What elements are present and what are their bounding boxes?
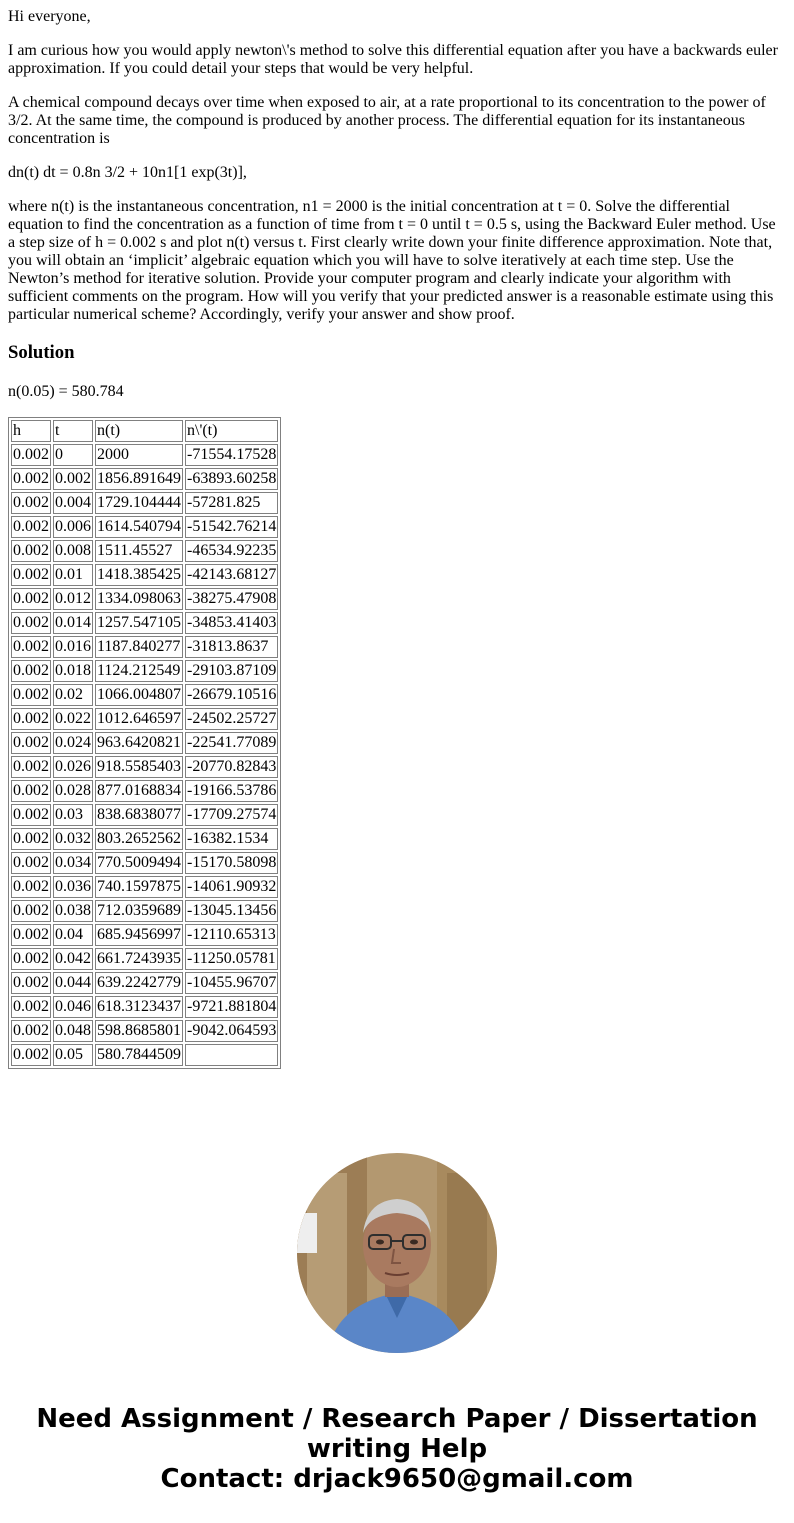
table-cell: -19166.53786 [185,780,278,802]
table-cell: 0.046 [53,996,93,1018]
solution-heading: Solution [8,342,75,363]
table-row [11,924,278,946]
table-row [11,684,278,706]
table-cell: 1187.840277 [95,636,183,658]
promo-banner [0,1404,794,1494]
table-cell: 0.002 [11,1020,51,1042]
table-cell: 803.2652562 [95,828,183,850]
table-cell: 1729.104444 [95,492,183,514]
table-cell: -10455.96707 [185,972,278,994]
table-cell: 0.02 [53,684,93,706]
table-cell: 0.002 [11,828,51,850]
table-cell: -11250.05781 [185,948,278,970]
table-cell: 918.5585403 [95,756,183,778]
problem-details: where n(t) is the instantaneous concentration, n1 = 2000 is the initial concentration at t = 0. Solve the differential equation to find the concentration as a function of time from t = 0 until t = 0.5 s, using the Backward Euler method. Use a step size of h = 0.002 s and plot n(t) versus t. First clearly write down your finite difference approximation. Note that, you will obtain an ‘implicit’ algebraic equation which you will have to solve iteratively at each time step. Use the Newton’s method for iterative solution. Provide your computer program and clearly indicate your algorithm with sufficient comments on the program. How will you verify that your predicted answer is a reasonable estimate using this particular numerical scheme? Accordingly, verify your answer and show proof. [8,198,776,323]
table-row [11,852,278,874]
table-cell: 0.002 [11,444,51,466]
table-cell: 0.002 [11,516,51,538]
table-cell: 1418.385425 [95,564,183,586]
table-cell: 0.002 [11,612,51,634]
table-cell: 0 [53,444,93,466]
table-cell: -63893.60258 [185,468,278,490]
table-row [11,588,278,610]
table-cell: 0.002 [11,900,51,922]
table-cell: -46534.92235 [185,540,278,562]
table-cell: 0.002 [11,564,51,586]
table-row [11,660,278,682]
results-table [8,417,281,1069]
table-cell: 580.7844509 [95,1044,183,1066]
table-cell: 770.5009494 [95,852,183,874]
table-cell: 0.002 [11,660,51,682]
table-cell: 1511.45527 [95,540,183,562]
table-row [11,804,278,826]
table-cell: 0.008 [53,540,93,562]
table-cell: 2000 [95,444,183,466]
table-row [11,732,278,754]
table-cell: 877.0168834 [95,780,183,802]
table-cell: 0.002 [11,876,51,898]
table-cell: 1066.004807 [95,684,183,706]
table-row [11,564,278,586]
table-row [11,468,278,490]
table-row [11,828,278,850]
table-cell: 838.6838077 [95,804,183,826]
table-cell: 0.002 [11,708,51,730]
table-cell: -71554.17528 [185,444,278,466]
table-cell: 0.002 [11,1044,51,1066]
table-cell: 740.1597875 [95,876,183,898]
table-cell: -20770.82843 [185,756,278,778]
table-row [11,996,278,1018]
table-cell: 712.0359689 [95,900,183,922]
table-cell: 0.034 [53,852,93,874]
table-cell: 0.05 [53,1044,93,1066]
table-row [11,972,278,994]
table-cell: -51542.76214 [185,516,278,538]
solution-result: n(0.05) = 580.784 [8,383,124,400]
table-cell: 1856.891649 [95,468,183,490]
table-row [11,444,278,466]
table-cell: 0.028 [53,780,93,802]
table-cell: -57281.825 [185,492,278,514]
table-cell: 0.022 [53,708,93,730]
promo-line-2: writing Help [306,1434,488,1464]
table-cell: 0.042 [53,948,93,970]
table-header-row [11,420,278,442]
table-cell: 0.002 [11,492,51,514]
table-cell: 1257.547105 [95,612,183,634]
table-cell: 0.016 [53,636,93,658]
table-row [11,708,278,730]
table-cell: 1124.212549 [95,660,183,682]
table-cell: 0.002 [11,756,51,778]
table-cell: -22541.77089 [185,732,278,754]
table-cell: -16382.1534 [185,828,278,850]
table-header-cell: t [53,420,93,442]
table-cell: 0.01 [53,564,93,586]
table-cell: 0.032 [53,828,93,850]
table-cell: -38275.47908 [185,588,278,610]
table-row [11,492,278,514]
author-avatar [297,1153,497,1353]
table-cell: -15170.58098 [185,852,278,874]
table-cell: 1334.098063 [95,588,183,610]
table-cell: -17709.27574 [185,804,278,826]
table-cell: 0.002 [11,948,51,970]
table-row [11,780,278,802]
table-cell: 0.002 [11,924,51,946]
table-cell: 0.002 [53,468,93,490]
table-cell: -34853.41403 [185,612,278,634]
table-cell: 0.002 [11,804,51,826]
table-cell: 0.002 [11,468,51,490]
table-cell: 0.038 [53,900,93,922]
table-cell: 0.044 [53,972,93,994]
table-row [11,948,278,970]
table-cell: 0.002 [11,684,51,706]
table-cell: 0.04 [53,924,93,946]
table-row [11,612,278,634]
table-cell: 0.048 [53,1020,93,1042]
table-cell: -9721.881804 [185,996,278,1018]
table-cell: 661.7243935 [95,948,183,970]
table-cell: 618.3123437 [95,996,183,1018]
table-cell: -9042.064593 [185,1020,278,1042]
problem-description: A chemical compound decays over time when exposed to air, at a rate proportional to its concentration to the power of 3/2. At the same time, the compound is produced by another process. The differential equation for its instantaneous concentration is [8,94,766,147]
table-row [11,540,278,562]
table-cell: -31813.8637 [185,636,278,658]
page-content [8,8,786,1069]
table-cell: 0.004 [53,492,93,514]
table-cell: -13045.13456 [185,900,278,922]
table-cell: -42143.68127 [185,564,278,586]
table-cell: 0.002 [11,780,51,802]
table-row [11,1044,278,1066]
table-cell: 0.002 [11,732,51,754]
differential-equation: dn(t) dt = 0.8n 3/2 + 10n1[1 exp(3t)], [8,164,247,181]
table-cell: 598.8685801 [95,1020,183,1042]
promo-line-1: Need Assignment / Research Paper / Dissertation [36,1404,758,1434]
table-row [11,756,278,778]
table-header-cell: h [11,420,51,442]
table-cell: 0.036 [53,876,93,898]
request-text: I am curious how you would apply newton\'s method to solve this differential equation after you have a backwards euler approximation. If you could detail your steps that would be very helpful. [8,42,778,77]
table-cell: 0.012 [53,588,93,610]
table-row [11,636,278,658]
table-cell: 0.014 [53,612,93,634]
table-cell: 0.026 [53,756,93,778]
table-cell: 0.002 [11,972,51,994]
table-cell: -24502.25727 [185,708,278,730]
promo-contact: Contact: drjack9650@gmail.com [160,1464,634,1494]
table-cell: -26679.10516 [185,684,278,706]
table-cell: 0.002 [11,588,51,610]
table-row [11,516,278,538]
table-cell: 639.2242779 [95,972,183,994]
greeting-text: Hi everyone, [8,8,91,25]
table-cell: -29103.87109 [185,660,278,682]
table-cell: 685.9456997 [95,924,183,946]
table-cell: 0.018 [53,660,93,682]
table-cell: 0.002 [11,996,51,1018]
table-header-cell: n\'(t) [185,420,278,442]
table-header-cell: n(t) [95,420,183,442]
table-row [11,876,278,898]
table-row [11,1020,278,1042]
author-portrait-image [297,1153,497,1353]
table-cell: 963.6420821 [95,732,183,754]
table-row [11,900,278,922]
table-cell: 0.002 [11,852,51,874]
table-cell: -14061.90932 [185,876,278,898]
table-cell: 0.006 [53,516,93,538]
table-cell: 0.002 [11,540,51,562]
table-cell: 0.002 [11,636,51,658]
table-cell: 0.03 [53,804,93,826]
table-cell: 1012.646597 [95,708,183,730]
table-cell [185,1044,278,1066]
table-cell: 1614.540794 [95,516,183,538]
table-cell: 0.024 [53,732,93,754]
table-cell: -12110.65313 [185,924,278,946]
